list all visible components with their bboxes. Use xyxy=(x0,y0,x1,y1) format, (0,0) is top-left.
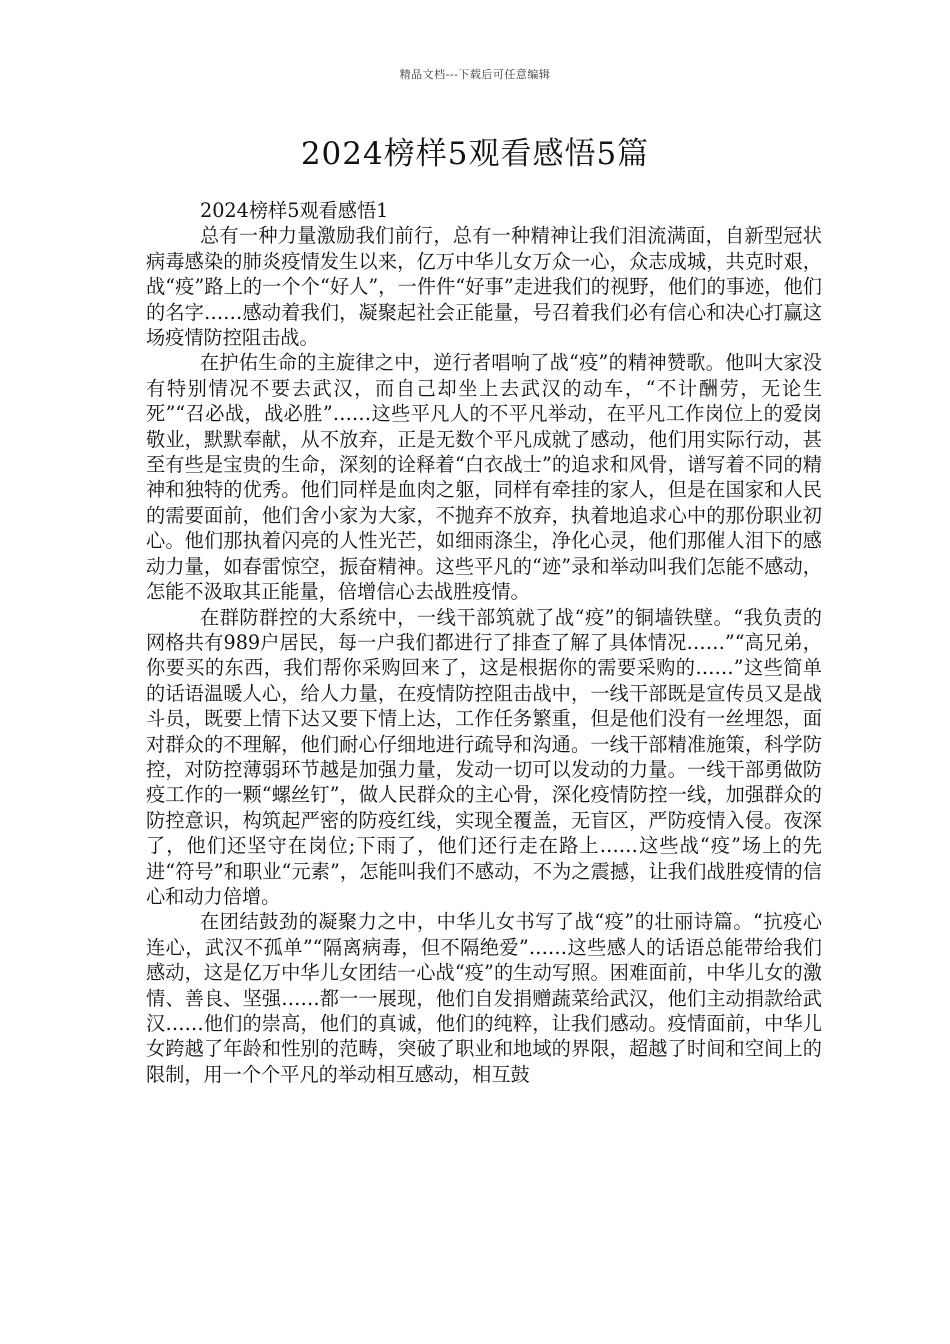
paragraph-1: 总有一种力量激励我们前行，总有一种精神让我们泪流满面，自新型冠状病毒感染的肺炎疫情发生以来，亿万中华儿女万众一心，众志成城，共克时艰，战“疫”路上的一个个“好人”，一件件“好事”走进我们的视野，他们的事迹，他们的名字……感动着我们，凝聚起社会正能量，号召着我们必有信心和决心打赢这场疫情防控阻击战。 xyxy=(146,224,822,350)
paragraph-2: 在护佑生命的主旋律之中，逆行者唱响了战“疫”的精神赞歌。他叫大家没有特别情况不要去武汉，而自己却坐上去武汉的动车，“不计酬劳，无论生死”“召必战，战必胜”……这些平凡人的不平凡举动，在平凡工作岗位上的爱岗敬业，默默奉献，从不放弃，正是无数个平凡成就了感动，他们用实际行动，甚至有些是宝贵的生命，深刻的诠释着“白衣战士”的追求和风骨，谱写着不同的精神和独特的优秀。他们同样是血肉之躯，同样有牵挂的家人，但是在国家和人民的需要面前，他们舍小家为大家，不抛弃不放弃，执着地追求心中的那份职业初心。他们那执着闪亮的人性光芒，如细雨涤尘，净化心灵，他们那催人泪下的感动力量，如春雷惊空，振奋精神。这些平凡的“迹”录和举动叫我们怎能不感动，怎能不汲取其正能量，倍增信心去战胜疫情。 xyxy=(146,351,822,604)
paragraph-3: 在群防群控的大系统中，一线干部筑就了战“疫”的铜墙铁壁。“我负责的网格共有989户居民，每一户我们都进行了排查了解了具体情况……”“高兄弟，你要买的东西，我们帮你采购回来了，这是根据你的需要采购的……”这些简单的话语温暖人心，给人力量，在疫情防控阻击战中，一线干部既是宣传员又是战斗员，既要上情下达又要下情上达，工作任务繁重，但是他们没有一丝埋怨，面对群众的不理解，他们耐心仔细地进行疏导和沟通。一线干部精准施策，科学防控，对防控薄弱环节越是加强力量，发动一切可以发动的力量。一线干部勇做防疫工作的一颗“螺丝钉”，做人民群众的主心骨，深化疫情防控一线，加强群众的防控意识，构筑起严密的防疫红线，实现全覆盖，无盲区，严防疫情入侵。夜深了，他们还坚守在岗位;下雨了，他们还行走在路上……这些战“疫”场上的先进“符号”和职业“元素”，怎能叫我们不感动，不为之震撼，让我们战胜疫情的信心和动力倍增。 xyxy=(146,605,822,908)
section-subtitle: 2024榜样5观看感悟1 xyxy=(200,199,389,222)
paragraph-4: 在团结鼓劲的凝聚力之中，中华儿女书写了战“疫”的壮丽诗篇。“抗疫心连心，武汉不孤单”“隔离病毒，但不隔绝爱”……这些感人的话语总能带给我们感动，这是亿万中华儿女团结一心战“疫”的生动写照。困难面前，中华儿女的激情、善良、坚强……都一一展现，他们自发捐赠蔬菜给武汉，他们主动捐款给武汉……他们的崇高，他们的真诚，他们的纯粹，让我们感动。疫情面前，中华儿女跨越了年龄和性别的范畴，突破了职业和地域的界限，超越了时间和空间上的限制，用一个个平凡的举动相互感动，相互鼓 xyxy=(146,910,822,1086)
document-title: 2024榜样5观看感悟5篇 xyxy=(300,136,650,172)
document-body xyxy=(146,198,822,1087)
header-note: 精品文档---下载后可任意编辑 xyxy=(399,68,551,81)
